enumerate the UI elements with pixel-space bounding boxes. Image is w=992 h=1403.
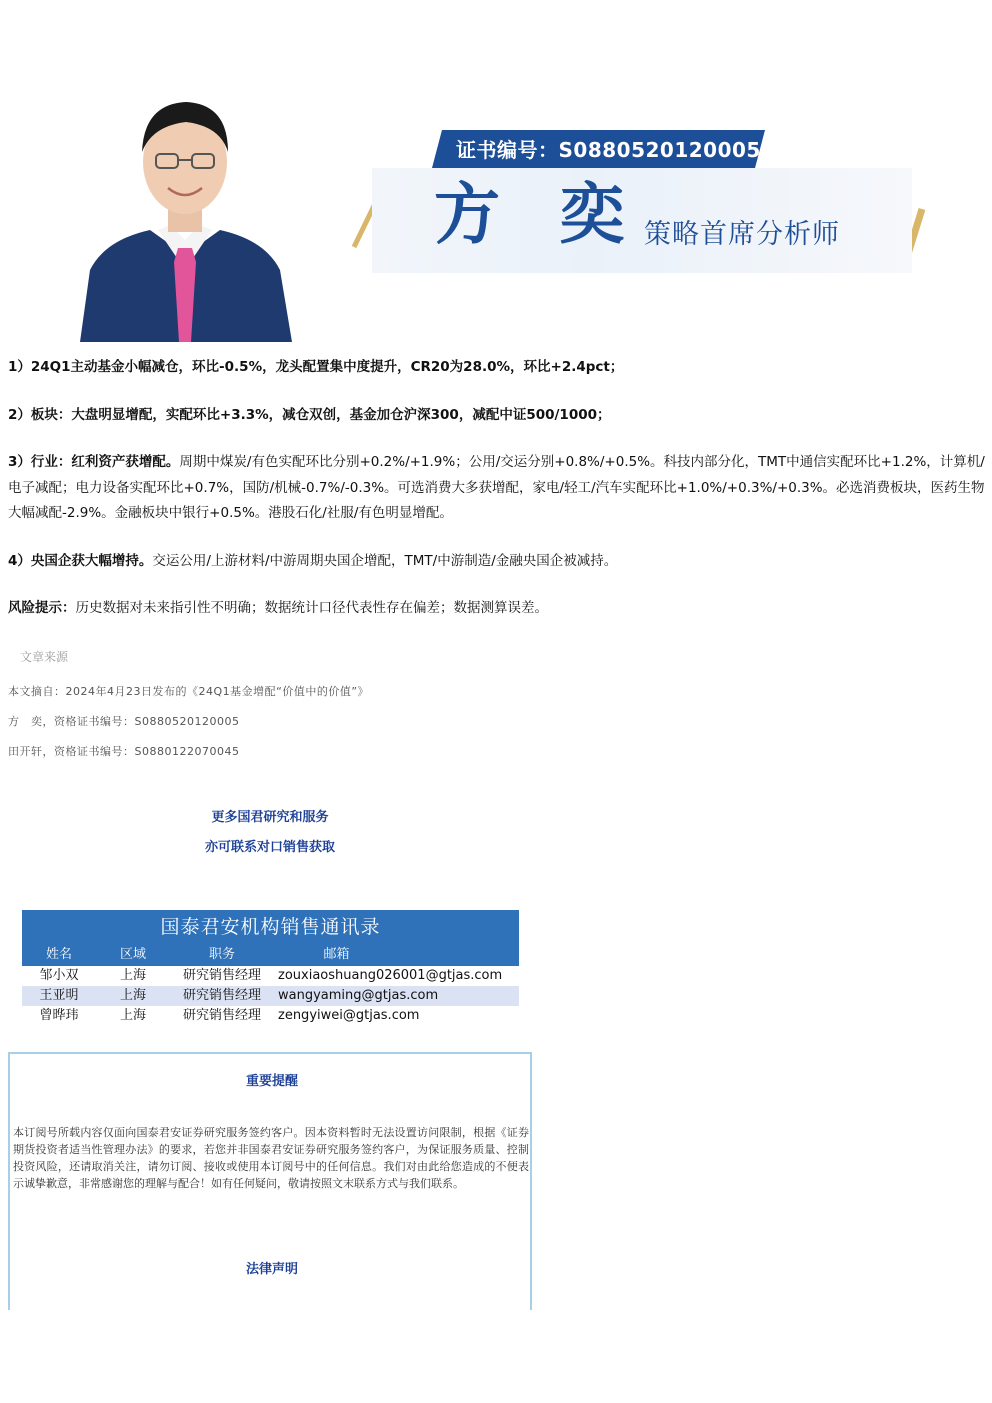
summary-point-3-text: 周期中煤炭/有色实配环比分别+0.2%/+1.9%；公用/交运分别+0.8%/+0.5%。科技内部分化，TMT中通信实配环比+1.2%，计算机/电子减配；电力设备实配环比+0.7%，国防/机械-0.7%/-0.3%。可选消费大多获增配，家电/轻工/汽车实配环比+1.0%/+0.3%/+0.3%。必选消费板块，医药生物大幅减配-2.9%。金融板块中银行+0.5%。港股石化/社服/有色明显增配。 <box>8 454 985 521</box>
header-email: 邮箱 <box>323 947 350 962</box>
summary-point-4 <box>8 549 986 575</box>
risk-heading: 风险提示： <box>8 600 76 616</box>
legal-title: 法律声明 <box>245 1262 298 1277</box>
contact-region: 上海 <box>119 968 146 983</box>
promo-line-1: 更多国君研究和服务 <box>211 810 329 825</box>
source-heading: 文章来源 <box>20 650 69 664</box>
contact-email[interactable]: zengyiwei@gtjas.com <box>278 1008 420 1023</box>
summary-point-1-text: 1）24Q1主动基金小幅减仓，环比-0.5%，龙头配置集中度提升，CR20为28.0%，环比+2.4pct； <box>8 359 624 375</box>
analyst-banner <box>0 70 992 345</box>
contact-name: 曾晔玮 <box>39 1008 79 1023</box>
source-line-1: 本文摘自：2024年4月23日发布的《24Q1基金增配“价值中的价值”》 <box>8 685 370 698</box>
important-notice-box <box>8 1052 532 1310</box>
risk-notice <box>8 596 986 622</box>
contact-region: 上海 <box>119 1008 146 1023</box>
summary-point-3-heading: 3）行业：红利资产获增配。 <box>8 454 180 470</box>
notice-title: 重要提醒 <box>245 1074 298 1089</box>
contact-position: 研究销售经理 <box>182 1008 261 1023</box>
notice-body: 本订阅号所载内容仅面向国泰君安证券研究服务签约客户。因本资料暂时无法设置访问限制，根据《证券期货投资者适当性管理办法》的要求，若您并非国泰君安证券研究服务签约客户，为保证服务质量、控制投资风险，还请取消关注，请勿订阅、接收或使用本订阅号中的任何信息。我们对由此给您造成的不便表示诚挚歉意，非常感谢您的理解与配合！如有任何疑问，敬请按照文末联系方式与我们联系。 <box>13 1126 529 1190</box>
contacts-header-row <box>22 944 519 966</box>
analyst-name: 方 奕 <box>434 175 643 253</box>
table-row <box>22 966 519 986</box>
header-region: 区域 <box>119 947 146 962</box>
cert-number: 证书编号：S0880520120005 <box>456 138 761 162</box>
contact-position: 研究销售经理 <box>182 988 261 1003</box>
summary-point-4-text: 交运公用/上游材料/中游周期央国企增配，TMT/中游制造/金融央国企被减持。 <box>152 553 618 569</box>
contacts-title: 国泰君安机构销售通讯录 <box>22 910 519 944</box>
table-row <box>22 1006 519 1026</box>
analyst-role: 策略首席分析师 <box>644 219 840 250</box>
sales-contacts-table <box>22 910 519 1026</box>
header-position: 职务 <box>208 947 235 962</box>
contact-region: 上海 <box>119 988 146 1003</box>
source-line-3: 田开轩，资格证书编号：S0880122070045 <box>8 745 240 758</box>
header-name: 姓名 <box>45 947 72 962</box>
summary-point-1 <box>8 355 986 381</box>
summary-point-3 <box>8 450 986 527</box>
table-row <box>22 986 519 1006</box>
analyst-photo <box>60 80 310 342</box>
contact-name: 王亚明 <box>39 988 79 1003</box>
contact-name: 邹小双 <box>39 968 79 983</box>
source-line-2: 方 奕，资格证书编号：S0880520120005 <box>8 715 240 728</box>
promo-line-2: 亦可联系对口销售获取 <box>204 840 335 855</box>
contact-email[interactable]: wangyaming@gtjas.com <box>278 988 439 1003</box>
summary-point-4-heading: 4）央国企获大幅增持。 <box>8 553 153 569</box>
summary-point-2-text: 2）板块：大盘明显增配，实配环比+3.3%，减仓双创，基金加仓沪深300，减配中证500/1000； <box>8 407 611 423</box>
summary-point-2 <box>8 403 986 429</box>
contact-position: 研究销售经理 <box>182 968 261 983</box>
contact-email[interactable]: zouxiaoshuang026001@gtjas.com <box>278 968 503 983</box>
risk-text: 历史数据对未来指引性不明确；数据统计口径代表性存在偏差；数据测算误差。 <box>75 600 548 616</box>
